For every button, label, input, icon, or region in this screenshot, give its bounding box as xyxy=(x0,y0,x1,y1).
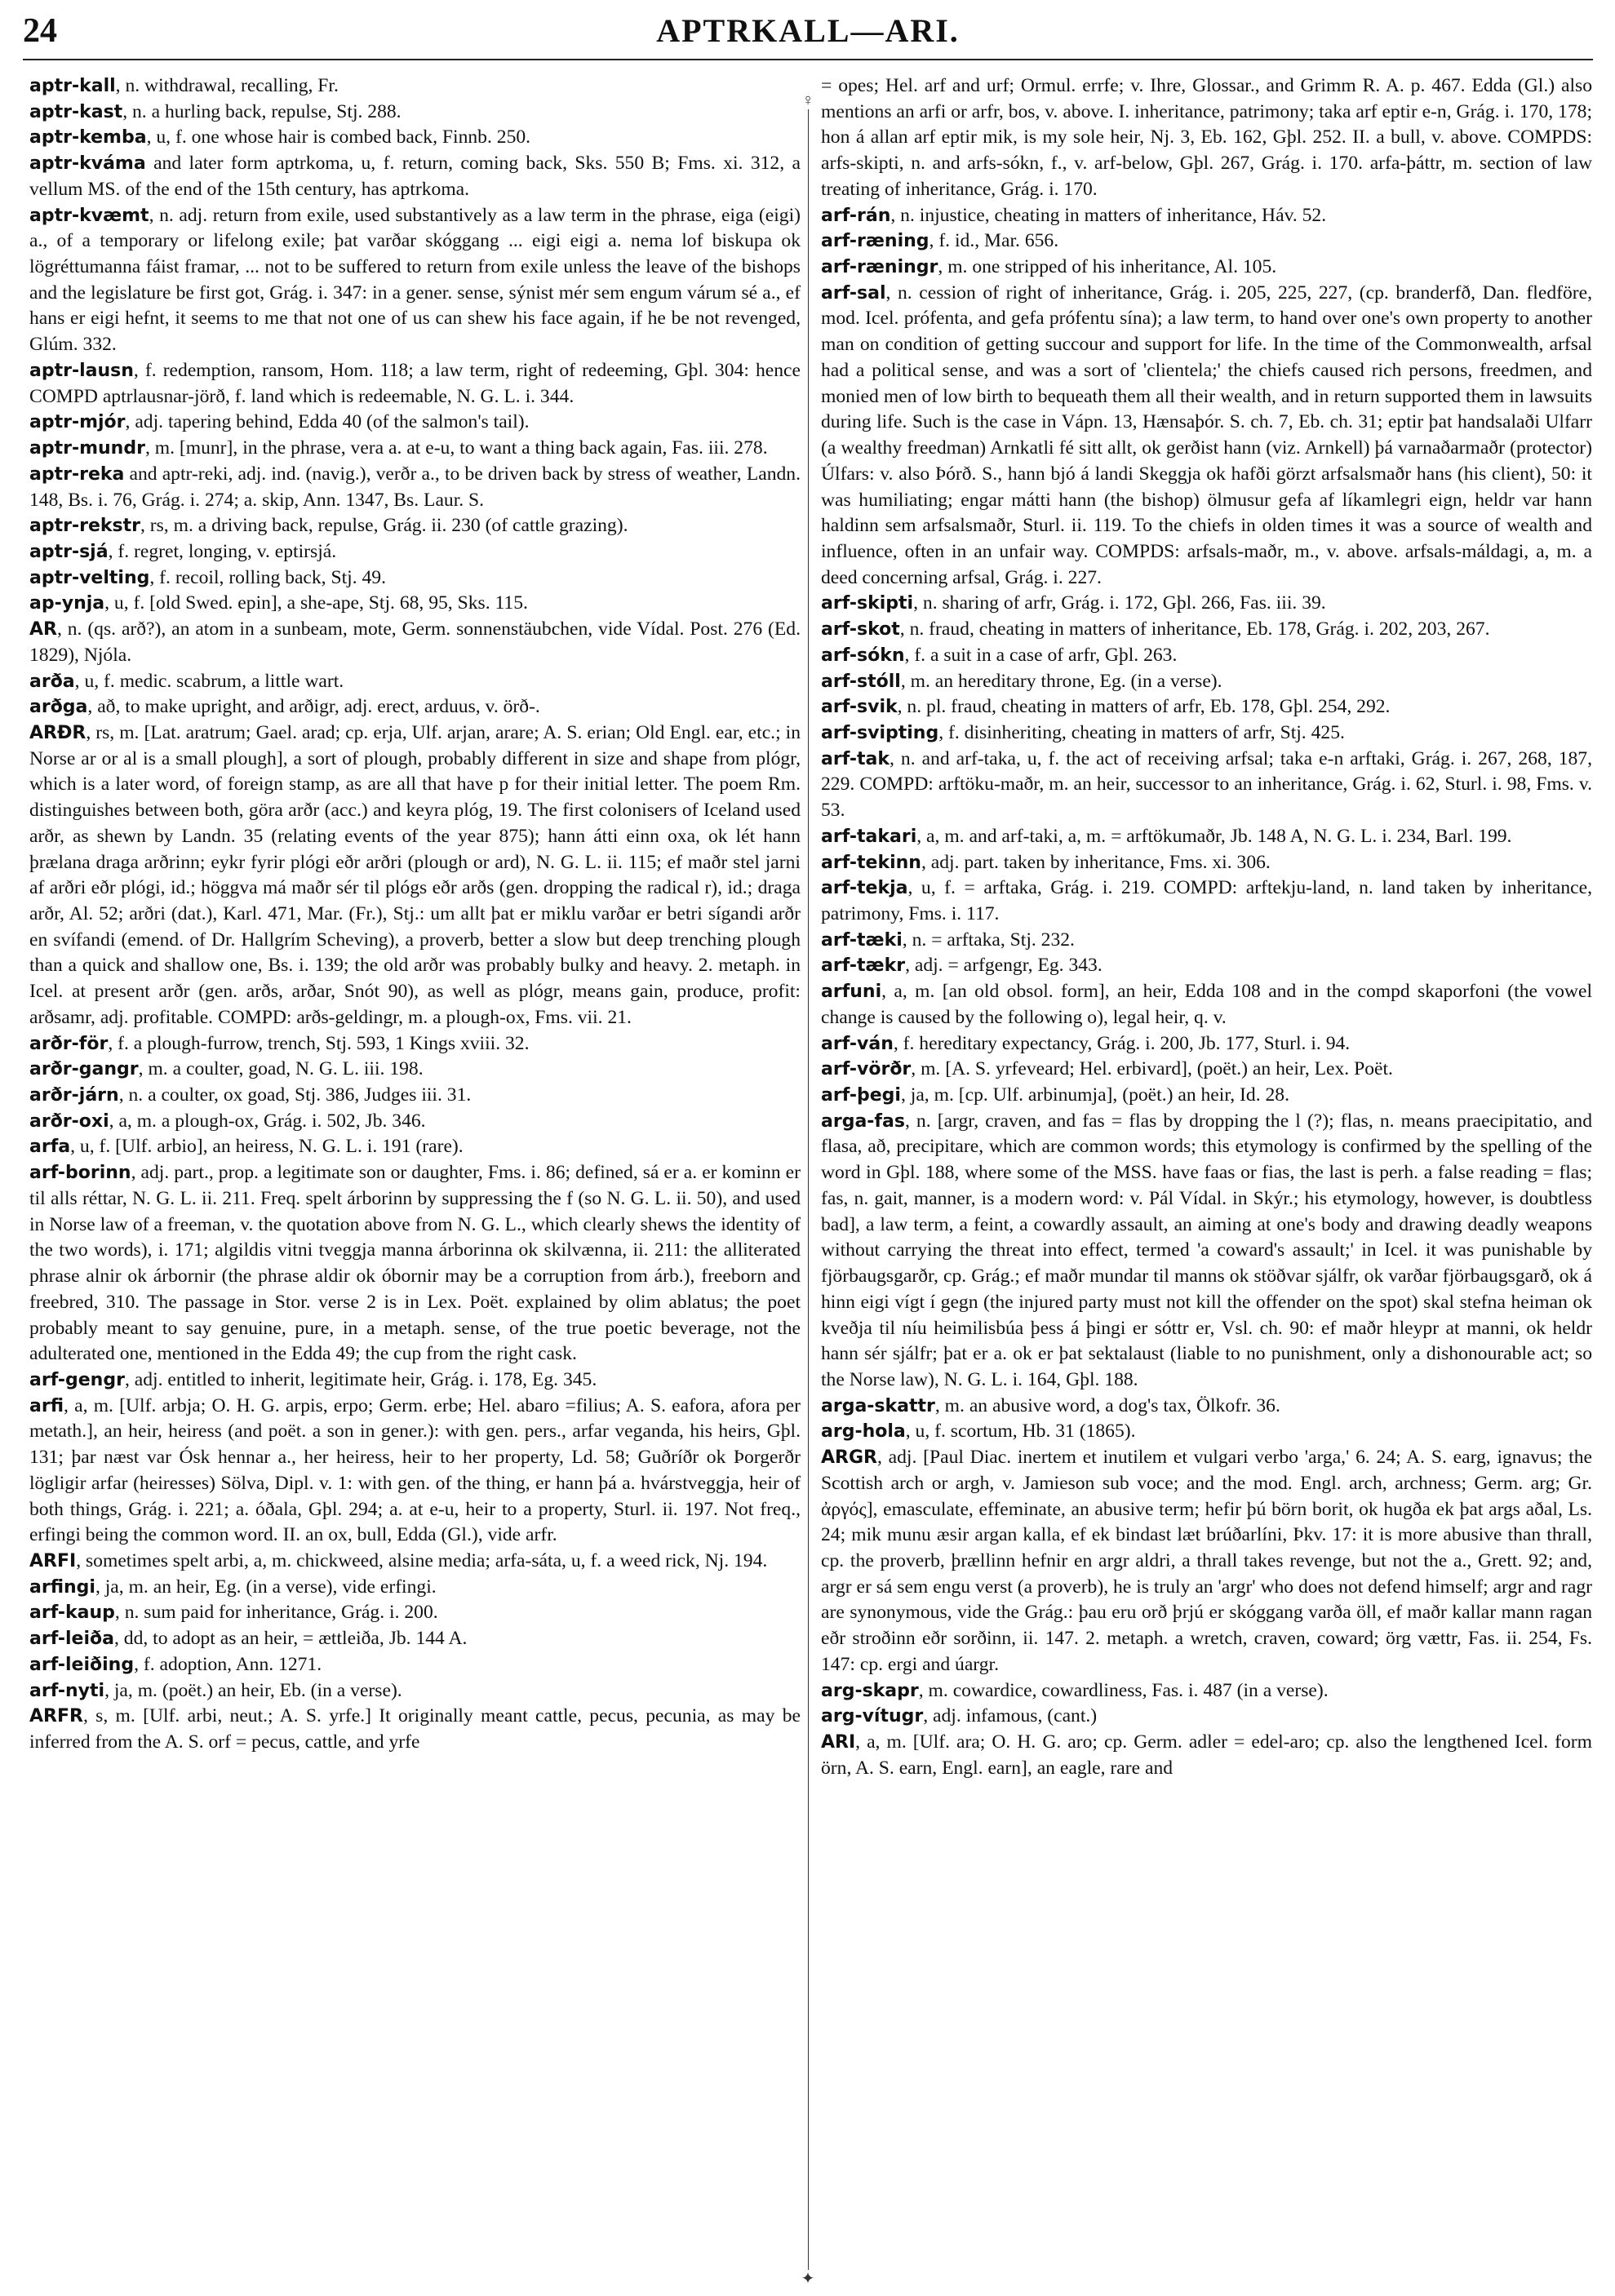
entry-definition: , f. id., Mar. 656. xyxy=(929,230,1059,252)
dictionary-entry xyxy=(29,1600,801,1626)
entry-headword: arf-kaup xyxy=(29,1602,115,1624)
dictionary-entry xyxy=(29,694,801,720)
entry-headword: arf-sal xyxy=(821,282,886,304)
dictionary-entry xyxy=(29,591,801,617)
entry-headword: arf-ván xyxy=(821,1033,894,1054)
entry-definition: , f. recoil, rolling back, Stj. 49. xyxy=(149,566,386,588)
dictionary-entry xyxy=(821,1031,1592,1057)
entry-headword: arðr-gangr xyxy=(29,1059,139,1080)
entry-definition: , f. regret, longing, v. eptirsjá. xyxy=(108,540,337,562)
entry-headword: arða xyxy=(29,671,75,692)
entry-definition: , n. cession of right of inheritance, Grág. i. 205, 225, 227, (cp. branderfð, Dan. fledföre, mod. Icel. prófenta, and gefa prófentu sína); a law term, to hand over one's own property to another man on condition of getting succour and support for life. In the time of the Commonwealth, arfsal had a political sense, and was a sort of 'clientela;' the chiefs caused rich persons, freedmen, and monied men of low birth to bequeath them all their wealth, and in return supported them in lawsuits during life. Such is the case in Vápn. 13, Hænsaþór. S. ch. 7, Eb. ch. 31; eptir þat handsalaði Ulfarr (a wealthy freedman) Arnkatli fé sitt allt, ok gerðist hann (viz. Arnkell) þá varnaðarmaðr (protector) Úlfars: v. also Þórð. S., hann bjó á landi Skeggja ok hafði görzt arfsalsmaðr hans (his client), 50: it was humiliating; engar mátti hann (the bishop) ölmusur gefa af líkamlegri eign, heldr var hann haldinn sem arfsalsmaðr, Sturl. ii. 119. To the chiefs in olden times it was a source of wealth and influence, often in an unfair way. COMPDS: arfsals-maðr, m., v. above. arfsals-máldagi, a, m. a deed concerning arfsal, Grág. i. 227. xyxy=(821,281,1592,588)
dictionary-entry xyxy=(821,255,1592,281)
entry-headword: arf-stóll xyxy=(821,671,901,692)
entry-definition: , adj. = arfgengr, Eg. 343. xyxy=(905,955,1103,977)
dictionary-entry xyxy=(821,720,1592,747)
entry-headword: arðr-járn xyxy=(29,1085,119,1106)
dictionary-entry xyxy=(821,1730,1592,1781)
entry-definition: , dd, to adopt as an heir, = ættleiða, Jb. 144 A. xyxy=(113,1628,468,1650)
dictionary-entry xyxy=(821,73,1592,203)
entry-definition: , u, f. [Ulf. arbio], an heiress, N. G. L. i. 191 (rare). xyxy=(70,1136,464,1158)
dictionary-entry xyxy=(29,1678,801,1704)
entry-headword: arf-svipting xyxy=(821,722,939,743)
entry-headword: arfuni xyxy=(821,982,882,1003)
entry-definition: , u, f. [old Swed. epin], a she-ape, Stj. 68, 95, Sks. 115. xyxy=(104,592,528,614)
entry-headword: ARGR xyxy=(821,1447,877,1469)
entry-headword: arf-leiða xyxy=(29,1629,114,1650)
dictionary-entry xyxy=(29,1549,801,1575)
entry-definition: , að, to make upright, and arðigr, adj. erect, arduus, v. örð-. xyxy=(87,696,540,718)
entry-headword: aptr-mundr xyxy=(29,438,145,459)
dictionary-entry xyxy=(821,669,1592,695)
entry-definition: , m. [munr], in the phrase, vera a. at e-u, to want a thing back again, Fas. iii. 278. xyxy=(144,437,768,459)
entry-definition: , adj. part., prop. a legitimate son or daughter, Fms. i. 86; defined, sá er a. er kominn er til alls réttar, N. G. L. ii. 211. Freq. spelt árborinn by suppressing the f (so N. G. L. ii. 50), and used in Norse law of a freeman, v. the quotation above from N. G. L., which clearly shews the identity of the two words), i. 171; algildis vitni tveggja manna árborinna ok skilvænna, ii. 211: the alliterated phrase alnir ok árbornir (the phrase aldir ok óbornir may be a corruption from árb.), freeborn and freebred, 310. The passage in Stor. verse 2 is in Lex. Poët. explained by olim ablatus; the poet probably meant to say genuine, pure, in a metaph. sense, of the true poetic beverage, not the adulterated one, mentioned in the Edda 49; the cup from the right cask. xyxy=(29,1162,801,1365)
dictionary-entry xyxy=(29,436,801,462)
entry-definition: , a, m. a plough-ox, Grág. i. 502, Jb. 346. xyxy=(109,1110,426,1132)
entry-definition: , n. injustice, cheating in matters of inheritance, Háv. 52. xyxy=(890,204,1327,226)
entry-headword: ARFR xyxy=(29,1706,83,1727)
entry-definition: , a, m. and arf-taki, a, m. = arftökumaðr, Jb. 148 A, N. G. L. i. 234, Barl. 199. xyxy=(916,825,1512,847)
dictionary-entry xyxy=(29,539,801,565)
entry-headword: arf-leiðing xyxy=(29,1654,135,1675)
entry-definition: , n. withdrawal, recalling, Fr. xyxy=(115,75,339,96)
entry-definition: , ja, m. an heir, Eg. (in a verse), vide erfingi. xyxy=(95,1576,437,1598)
entry-headword: arfa xyxy=(29,1137,71,1158)
entry-headword: aptr-velting xyxy=(29,567,150,588)
dictionary-entry xyxy=(29,410,801,436)
entry-definition: , f. a suit in a case of arfr, Gþl. 263. xyxy=(904,644,1178,666)
dictionary-entry xyxy=(29,1083,801,1109)
entry-definition: , a, m. [Ulf. arbja; O. H. G. arpis, erpo; Germ. erbe; Hel. abaro =filius; A. S. eafora, afora per metath.], an heir, heiress (and poët. a son in gener.): with gen. pers., arfar veganda, his heirs, Gþl. 131; þar næst var Ósk hennar a., her heiress, heir to her property, Ld. 58; Guðríðr ok Þorgerðr lögligir arfar (heiresses) Sölva, Dipl. v. 1: with gen. of the thing, er hann þá a. hvárstveggja, heir of both things, Grág. i. 221; a. óðala, Gþl. 294; a. at e-u, heir to a property, Sturl. ii. 197. Not freq., erfingi being the common word. II. an ox, bull, Edda (Gl.), vide arfr. xyxy=(29,1394,801,1546)
dictionary-entry xyxy=(29,1575,801,1601)
dictionary-entry xyxy=(821,203,1592,229)
entry-definition: , adj. part. taken by inheritance, Fms. xi. 306. xyxy=(921,851,1271,873)
entry-headword: arðr-för xyxy=(29,1033,109,1054)
dictionary-entry xyxy=(821,747,1592,824)
dictionary-entry xyxy=(821,694,1592,720)
entry-headword: arga-fas xyxy=(821,1110,905,1132)
left-column xyxy=(29,73,801,2288)
entry-definition: , adj. entitled to inherit, legitimate heir, Grág. i. 178, Eg. 345. xyxy=(124,1368,597,1390)
entry-definition: , n. a hurling back, repulse, Stj. 288. xyxy=(122,100,402,122)
entry-definition: , adj. [Paul Diac. inertem et inutilem et vulgari verbo 'arga,' 6. 24; A. S. earg, ignavus; the Scottish arch or argh, v. Jamieson sub voce; and the mod. Engl. arch, archness; Germ. arg; Gr. ἀργός], emasculate, effeminate, an abusive term; hefir þú börn borit, ok hugða ek þat args aðal, Ls. 24; mik munu æsir argan kalla, ef ek bindast læt brúðarlíni, Þkv. 17: it is more abusive than thrall, cp. the proverb, þrællinn hefnir en argr aldri, a thrall takes revenge, but not the a., Grett. 92; and, argr er sá sem engu verst (a proverb), he is truly an 'argr' who does not defend himself; argr and ragr are synonymous, vide the Grág.: þau eru orð þrjú er skóggang varða öll, ef maðr kallar mann ragan eðr stroðinn eðr sorðinn, ii. 147. 2. metaph. a wretch, craven, coward; örg vættr, Fas. ii. 254, Fs. 147: cp. ergi and úargr. xyxy=(821,1447,1592,1675)
column-divider xyxy=(808,96,809,2283)
entry-definition: , ja, m. [cp. Ulf. arbinumja], (poët.) an heir, Id. 28. xyxy=(900,1084,1289,1106)
dictionary-page xyxy=(23,11,1593,2288)
dictionary-entry xyxy=(29,1626,801,1652)
divider-ornament-icon: ✦ xyxy=(799,2270,817,2288)
entry-definition: , f. disinheriting, cheating in matters of arfr, Stj. 425. xyxy=(938,721,1345,743)
entry-headword: arf-þegi xyxy=(821,1085,901,1106)
entry-definition: , n. = arftaka, Stj. 232. xyxy=(902,929,1075,951)
entry-headword: arg-skapr xyxy=(821,1680,919,1701)
dictionary-entry xyxy=(29,1652,801,1678)
entry-definition: , adj. tapering behind, Edda 40 (of the salmon's tail). xyxy=(125,411,530,433)
entry-headword: arfi xyxy=(29,1395,64,1416)
dictionary-entry xyxy=(29,1031,801,1057)
entry-definition: , m. a coulter, goad, N. G. L. iii. 198. xyxy=(138,1058,424,1080)
entry-definition: = opes; Hel. arf and urf; Ormul. errfe; v. Ihre, Glossar., and Grimm R. A. p. 467. Edda (Gl.) also mentions an arfi or arfr, bos, v. above. I. inheritance, patrimony; taka arf eptir e-n, Grág. i. 170, 178; hon á allan arf eptir mik, is my sole heir, Nj. 3, Eb. 162, Gþl. 252. II. a bull, v. above. COMPDS: arfs-skipti, n. and arfs-sókn, f., v. arf-below, Gþl. 267, Grág. i. 170. arfa-þáttr, m. section of law treating of inheritance, Grág. i. 170. xyxy=(821,75,1592,200)
entry-headword: arf-ræningr xyxy=(821,257,938,278)
entry-headword: ARI xyxy=(821,1732,856,1753)
entry-definition: , a, m. [Ulf. ara; O. H. G. aro; cp. Germ. adler = edel-aro; cp. also the lengthened Icel. form örn, A. S. earn, Engl. earn], an eagle, rare and xyxy=(821,1731,1592,1779)
dictionary-entry xyxy=(821,281,1592,592)
dictionary-entry xyxy=(29,73,801,100)
dictionary-entry xyxy=(29,617,801,668)
entry-definition: and aptr-reki, adj. ind. (navig.), verðr a., to be driven back by stress of weather, Landn. 148, Bs. i. 76, Grág. i. 274; a. skip, Ann. 1347, Bs. Laur. S. xyxy=(29,463,801,511)
dictionary-entry xyxy=(821,824,1592,850)
entry-headword: ARFI xyxy=(29,1550,77,1571)
entry-headword: aptr-mjór xyxy=(29,412,126,433)
entry-definition: , u, f. = arftaka, Grág. i. 219. COMPD: arftekju-land, n. land taken by inheritance, patrimony, Fms. i. 117. xyxy=(821,877,1592,924)
entry-definition: and later form aptrkoma, u, f. return, coming back, Sks. 550 B; Fms. xi. 312, a vellum MS. of the end of the 15th century, has aptrkoma. xyxy=(29,153,801,200)
dictionary-entry xyxy=(29,1109,801,1135)
entry-definition: , n. and arf-taka, u, f. the act of receiving arfsal; taka e-n arftaki, Grág. i. 267, 268, 187, 229. COMPD: arftöku-maðr, m. an heir, successor to an inheritance, Grág. i. 62, Sturl. i. 98, Fms. v. 53. xyxy=(821,747,1592,822)
entry-definition: , n. sharing of arfr, Grág. i. 172, Gþl. 266, Fas. iii. 39. xyxy=(913,592,1326,614)
dictionary-entry xyxy=(821,1057,1592,1083)
dictionary-entry xyxy=(29,720,801,1031)
entry-headword: ARÐR xyxy=(29,722,87,743)
dictionary-entry xyxy=(29,125,801,151)
dictionary-entry xyxy=(29,669,801,695)
entry-headword: arg-vítugr xyxy=(821,1706,924,1727)
entry-definition: , m. one stripped of his inheritance, Al. 105. xyxy=(938,256,1277,278)
dictionary-entry xyxy=(821,1394,1592,1420)
dictionary-entry xyxy=(821,591,1592,617)
entry-definition: , m. an hereditary throne, Eg. (in a verse). xyxy=(900,670,1222,692)
right-column xyxy=(821,73,1592,2288)
entry-headword: arfingi xyxy=(29,1576,95,1598)
entry-headword: aptr-lausn xyxy=(29,360,134,381)
entry-headword: arf-sókn xyxy=(821,645,905,666)
dictionary-entry xyxy=(29,151,801,202)
entry-definition: , f. adoption, Ann. 1271. xyxy=(134,1653,322,1675)
entry-definition: , u, f. medic. scabrum, a little wart. xyxy=(74,670,344,692)
entry-definition: , n. (qs. arð?), an atom in a sunbeam, mote, Germ. sonnenstäubchen, vide Vídal. Post. 276 (Ed. 1829), Njóla. xyxy=(29,618,801,666)
dictionary-entry xyxy=(821,643,1592,669)
entry-headword: arf-takari xyxy=(821,826,917,847)
dictionary-entry xyxy=(29,462,801,513)
dictionary-entry xyxy=(821,1704,1592,1730)
entry-definition: , m. cowardice, cowardliness, Fas. i. 487 (in a verse). xyxy=(918,1679,1329,1701)
entry-definition: , u, f. one whose hair is combed back, Finnb. 250. xyxy=(146,126,531,148)
dictionary-entry xyxy=(821,1419,1592,1445)
dictionary-entry xyxy=(29,100,801,126)
entry-headword: arf-gengr xyxy=(29,1369,125,1390)
dictionary-entry xyxy=(29,513,801,539)
entry-headword: aptr-kvæmt xyxy=(29,205,149,226)
dictionary-entry xyxy=(821,617,1592,643)
dictionary-entry xyxy=(821,850,1592,876)
dictionary-entry xyxy=(29,1134,801,1160)
entry-headword: arf-rán xyxy=(821,205,891,226)
columns xyxy=(23,73,1593,2288)
entry-definition: , n. sum paid for inheritance, Grág. i. 200. xyxy=(114,1602,438,1624)
entry-definition: , sometimes spelt arbi, a, m. chickweed, alsine media; arfa-sáta, u, f. a weed rick, Nj. 194. xyxy=(76,1549,768,1571)
entry-headword: arf-tak xyxy=(821,748,890,769)
entry-definition: , ja, m. (poët.) an heir, Eb. (in a verse). xyxy=(104,1679,402,1701)
entry-headword: arf-borinn xyxy=(29,1163,131,1184)
entry-definition: , f. redemption, ransom, Hom. 118; a law term, right of redeeming, Gþl. 304: hence COMPD aptrlausnar-jörð, f. land which is redeemable, N. G. L. i. 344. xyxy=(29,359,801,407)
entry-headword: AR xyxy=(29,619,57,640)
entry-headword: arf-vörðr xyxy=(821,1059,912,1080)
entry-definition: , adj. infamous, (cant.) xyxy=(923,1705,1098,1727)
entry-headword: arf-tekinn xyxy=(821,852,921,873)
entry-definition: , rs, m. [Lat. aratrum; Gael. arad; cp. erja, Ulf. arjan, arare; A. S. erian; Old Engl. ear, etc.; in Norse ar or al is a small plough], a sort of plough, probably different in size and shape from plógr, which is a later word, of foreign stamp, as are all that have p for their initial letter. The poem Rm. distinguishes between both, göra arðr (acc.) and keyra plóg, 19. The first colonisers of Iceland used arðr, as shewn by Landn. 35 (relating events of the year 875); hann átti einn oxa, ok lét hann þrælana draga arðrinn; eykr fyrir plógi eðr arðri (plough or ard), N. G. L. ii. 115; ef maðr stel jarni af arðri eðr plógi, id.; höggva má maðr sér til plógs eðr arðs (gen. dropping the radical r), id.; draga arðr, Al. 52; arðri (dat.), Karl. 471, Mar. (Fr.), Stj.: um allt þat er miklu varðar er betri sígandi arðr en svífandi (emend. of Dr. Hallgrím Scheving), a proverb, better a slow but deep trenching plough than a quick and shallow one, Bs. i. 139; the old arðr was probably bulky and heavy. 2. metaph. in Icel. at present arðr (gen. arðs, arðar, Snót 90), as well as plógr, means gain, produce, profit: arðsamr, adj. profitable. COMPD: arðs-geldingr, m. a plough-ox, Fms. vii. 21. xyxy=(29,721,801,1028)
entry-headword: aptr-kast xyxy=(29,101,123,122)
dictionary-entry xyxy=(821,1083,1592,1109)
entry-definition: , rs, m. a driving back, repulse, Grág. ii. 230 (of cattle grazing). xyxy=(140,515,628,537)
entry-definition: , f. hereditary expectancy, Grág. i. 200, Jb. 177, Sturl. i. 94. xyxy=(893,1032,1351,1054)
dictionary-entry xyxy=(29,1057,801,1083)
entry-definition: , s, m. [Ulf. arbi, neut.; A. S. yrfe.] It originally meant cattle, pecus, pecunia, as may be inferred from the A. S. orf = pecus, cattle, and yrfe xyxy=(29,1705,801,1753)
entry-headword: arg-hola xyxy=(821,1421,906,1443)
dictionary-entry xyxy=(29,1367,801,1394)
entry-headword: aptr-kemba xyxy=(29,127,147,148)
entry-headword: arf-tæki xyxy=(821,929,903,951)
entry-headword: arðr-oxi xyxy=(29,1110,109,1132)
dictionary-entry xyxy=(29,358,801,410)
dictionary-entry xyxy=(821,228,1592,255)
entry-definition: , n. adj. return from exile, used substantively as a law term in the phrase, eiga (eigi) a., of a temporary or lifelong exile; þat varðar skóggang ... eigi eigi a. nema lof biskupa ok lögréttumanna fáist framar, ... not to be suffered to return from exile unless the leave of the bishops and the legislature be first got, Grág. i. 347: in a gener. sense, sýnist mér sem engum várum sé a., ef hans er eigi hefnt, it seems to me that not one of us can shew his face again, if he be not revenged, Glúm. 332. xyxy=(29,204,801,356)
dictionary-entry xyxy=(29,1394,801,1549)
page-number: 24 xyxy=(23,12,57,50)
dictionary-entry xyxy=(821,928,1592,954)
entry-definition: , a, m. [an old obsol. form], an heir, Edda 108 and in the compd skaporfoni (the vowel change is caused by the following o), legal heir, q. v. xyxy=(821,981,1592,1028)
dictionary-entry xyxy=(821,1445,1592,1678)
divider-ornament-icon: ♀ xyxy=(799,91,817,109)
entry-headword: arf-skot xyxy=(821,619,900,640)
entry-definition: , n. fraud, cheating in matters of inheritance, Eb. 178, Grág. i. 202, 203, 267. xyxy=(899,618,1490,640)
entry-headword: arf-ræning xyxy=(821,231,930,252)
page-header xyxy=(23,11,1593,60)
entry-definition: , m. an abusive word, a dog's tax, Ölkofr. 36. xyxy=(934,1394,1280,1416)
entry-headword: aptr-sjá xyxy=(29,541,109,562)
entry-definition: , n. [argr, craven, and fas = flas by dropping the l (?); flas, n. means praecipitatio, and flasa, að, precipitare, which are common words; this etymology is confirmed by the spelling of the word in Gþl. 188, where some of the MSS. have faas or fias, the last is perh. a false reading = flas; fas, n. gait, manner, is a modern word: v. Pál Vídal. in Skýr.; his etymology, however, is doubtless bad], a law term, a feint, a cowardly assault, an aiming at one's body and drawing deadly weapons without carrying the threat into effect, termed 'a coward's assault;' in Icel. it was punishable by fjörbaugsgarðr, cp. Grág.; ef maðr mundar til manns ok stöðvar sjálfr, ok varðar fjörbaugsgarð, ok á hinn eigi vígt í gegn (the injured party must not kill the offender on the spot) skal stefna heiman ok kveðja til níu heimilisbúa þess á þingi er sóttr er, Vsl. ch. 90: ef maðr hleypr at manni, ok heldr hann sér sjálfr; þat er a. ok er þat sektalaust (liable to no punishment, only a dishonourable act; so the Norse law), N. G. L. i. 164, Gþl. 188. xyxy=(821,1110,1592,1390)
entry-headword: arf-nyti xyxy=(29,1680,105,1701)
dictionary-entry xyxy=(29,1704,801,1755)
entry-headword: aptr-kváma xyxy=(29,153,146,175)
entry-headword: aptr-rekstr xyxy=(29,516,140,537)
dictionary-entry xyxy=(29,565,801,592)
entry-headword: arf-tækr xyxy=(821,955,906,977)
entry-definition: , m. [A. S. yrfeveard; Hel. erbivard], (poët.) an heir, Lex. Poët. xyxy=(911,1058,1393,1080)
dictionary-entry xyxy=(29,1160,801,1367)
dictionary-entry xyxy=(821,953,1592,979)
entry-headword: arga-skattr xyxy=(821,1395,935,1416)
entry-headword: arðga xyxy=(29,697,88,718)
entry-headword: aptr-reka xyxy=(29,463,125,485)
entry-headword: ap-ynja xyxy=(29,593,105,614)
dictionary-entry xyxy=(821,1109,1592,1394)
entry-definition: , n. a coulter, ox goad, Stj. 386, Judges iii. 31. xyxy=(118,1084,472,1106)
page-title: APTRKALL—ARI. xyxy=(656,12,960,49)
dictionary-entry xyxy=(821,1678,1592,1704)
entry-definition: , u, f. scortum, Hb. 31 (1865). xyxy=(905,1421,1136,1443)
dictionary-entry xyxy=(29,203,801,358)
entry-definition: , f. a plough-furrow, trench, Stj. 593, 1 Kings xviii. 32. xyxy=(108,1032,530,1054)
entry-headword: aptr-kall xyxy=(29,76,116,96)
entry-headword: arf-skipti xyxy=(821,593,914,614)
dictionary-entry xyxy=(821,979,1592,1031)
entry-headword: arf-svik xyxy=(821,697,898,718)
entry-definition: , n. pl. fraud, cheating in matters of arfr, Eb. 178, Gþl. 254, 292. xyxy=(897,696,1391,718)
entry-headword: arf-tekja xyxy=(821,878,908,899)
dictionary-entry xyxy=(821,875,1592,927)
